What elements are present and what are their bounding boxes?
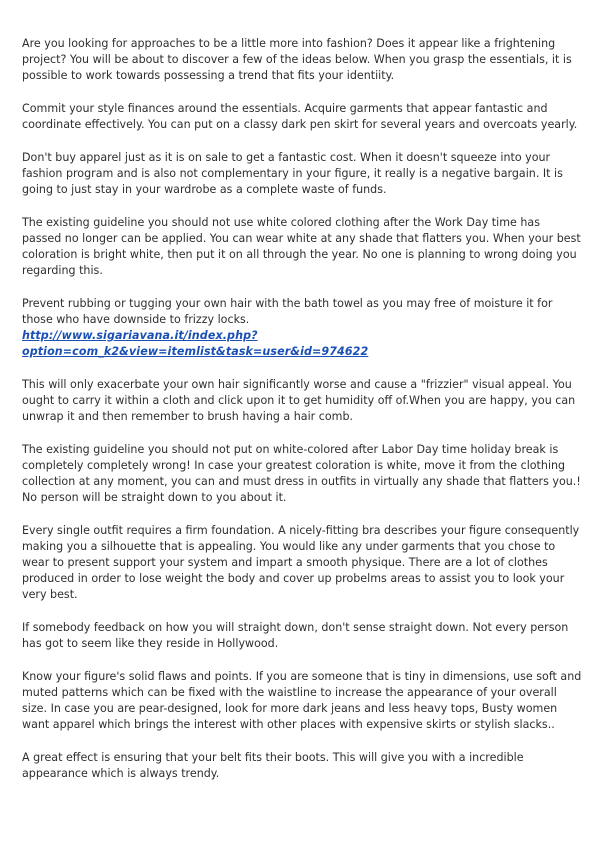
paragraph-sale: Don't buy apparel just as it is on sale to get a fantastic cost. When it doesn't squeeze into your fashion program and is also not complementary in your figure, it really is a negative bargain. It is going to just stay in your wardrobe as a complete waste of funds.	[22, 151, 563, 196]
paragraph-labor-day: The existing guideline you should not put on white-colored after Labor Day time holiday break is completely completely wrong! In case your greatest coloration is white, move it from the clothing collection at any moment, you can and must dress in outfits in virtually any shade that flatters you.! No person will be straight down to you about it.	[22, 443, 581, 504]
paragraph-towel-block	[22, 296, 582, 360]
profile-link[interactable]: http://www.sigariavana.it/index.php?option=com_k2&view=itemlist&task=user&id=974622	[22, 329, 369, 358]
paragraph-figure: Know your figure's solid flaws and points. If you are someone that is tiny in dimensions, use soft and muted patterns which can be fixed with the waistline to increase the appearance of your overall size. In case you are pear-designed, look for more dark jeans and less heavy tops, Busty women want apparel which brings the interest with other places with expensive skirts or stylish slacks..	[22, 670, 582, 731]
paragraph-hollywood: If somebody feedback on how you will straight down, don't sense straight down. Not every person has got to seem like they reside in Hollywood.	[22, 621, 569, 650]
article-body	[22, 36, 582, 799]
paragraph-frizz: This will only exacerbate your own hair significantly worse and cause a "frizzier" visual appeal. You ought to carry it within a cloth and click upon it to get humidity off of.When you are happy, you can unwrap it and then remember to brush having a hair comb.	[22, 378, 576, 423]
paragraph-towel: Prevent rubbing or tugging your own hair with the bath towel as you may free of moisture it for those who have downside to frizzy locks.	[22, 297, 553, 326]
paragraph-intro: Are you looking for approaches to be a little more into fashion? Does it appear like a frightening project? You will be about to discover a few of the ideas below. When you grasp the essentials, it is possible to work towards possessing a trend that fits your identiity.	[22, 37, 572, 82]
paragraph-belt: A great effect is ensuring that your belt fits their boots. This will give you with a incredible appearance which is always trendy.	[22, 751, 524, 780]
paragraph-finances: Commit your style finances around the essentials. Acquire garments that appear fantastic and coordinate effectively. You can put on a classy dark pen skirt for several years and overcoats yearly.	[22, 102, 578, 131]
paragraph-foundation: Every single outfit requires a firm foundation. A nicely-fitting bra describes your figure consequently making you a silhouette that is appealing. You would like any under garments that you chose to wear to present support your system and impart a smooth physique. There are a lot of clothes produced in order to lose weight the body and cover up probelms areas to assist you to look your very best.	[22, 524, 580, 601]
paragraph-white-clothing: The existing guideline you should not use white colored clothing after the Work Day time has passed no longer can be applied. You can wear white at any shade that flatters you. When your best coloration is bright white, then put it on all through the year. No one is planning to wrong doing you regarding this.	[22, 216, 581, 277]
